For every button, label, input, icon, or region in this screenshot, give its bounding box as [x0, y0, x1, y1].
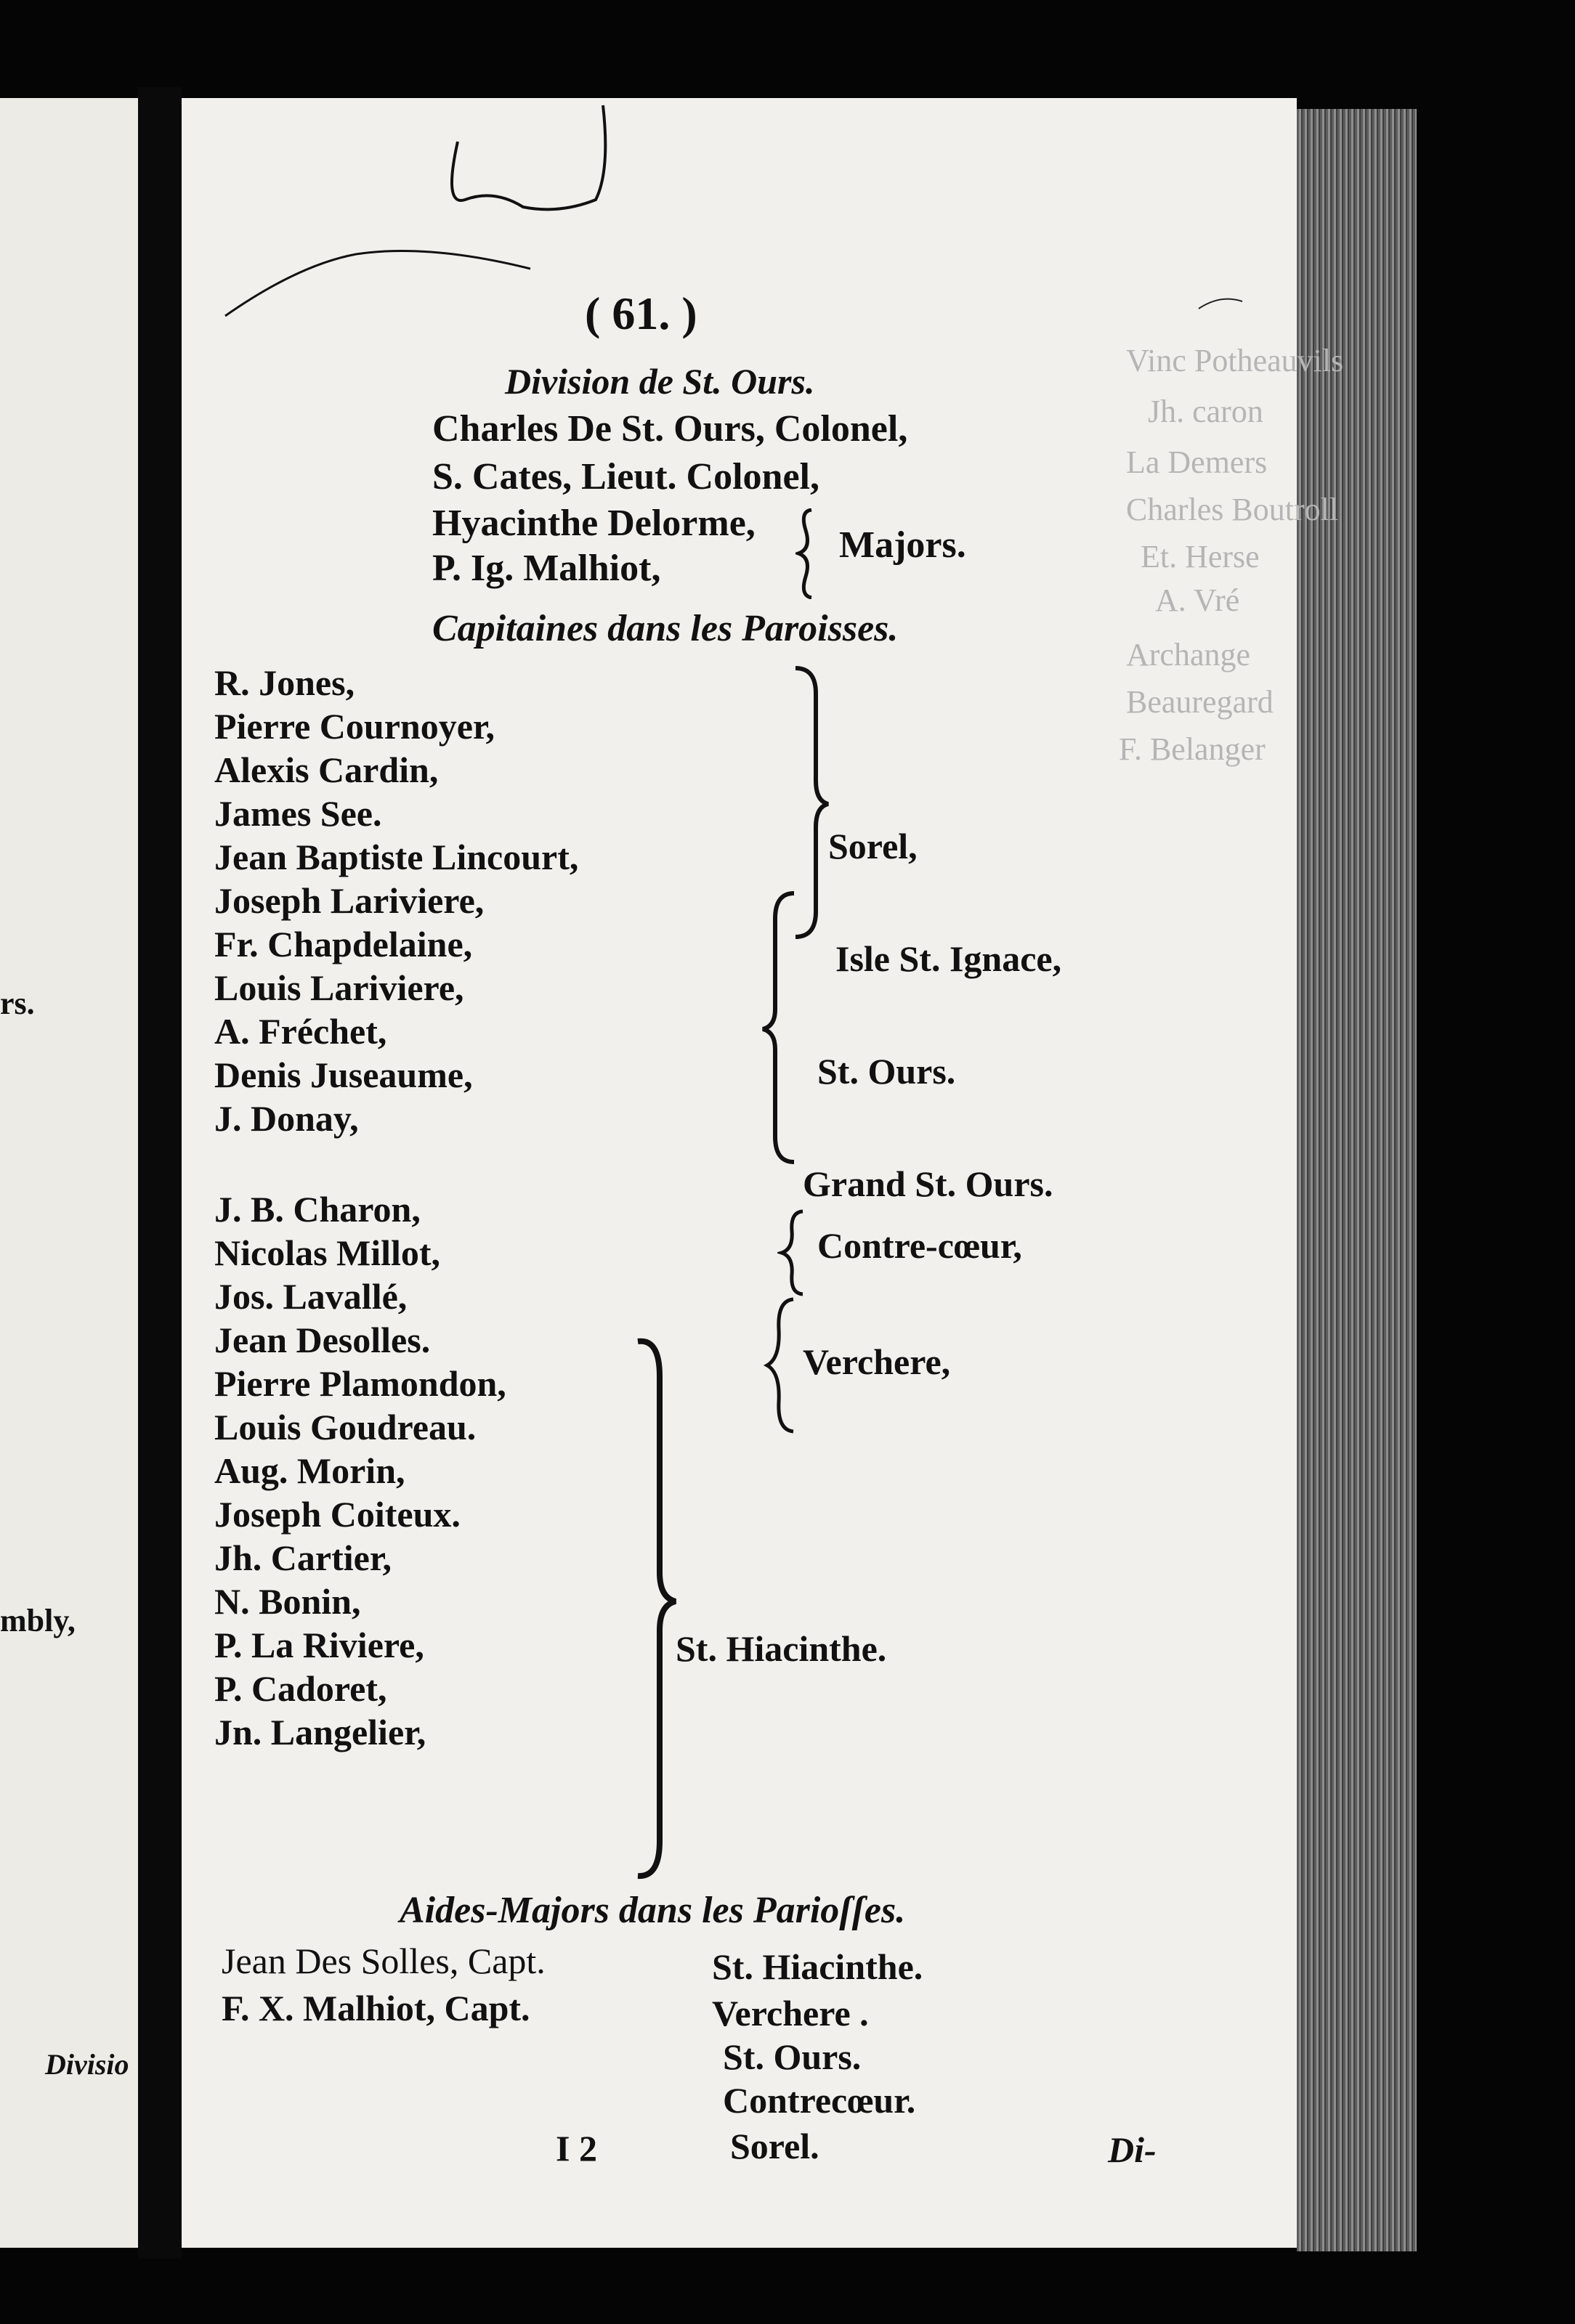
aide-parish: Verchere .: [712, 1993, 869, 2033]
aide-parish: St. Ours.: [723, 2036, 862, 2077]
parish-label: Isle St. Ignace,: [835, 938, 1062, 979]
brace-majors: [795, 508, 832, 599]
brace-contrecoeur: [777, 1209, 814, 1296]
bleed-through-line: A. Vré: [1155, 582, 1240, 618]
brace-verchere: [763, 1296, 806, 1434]
bleed-through-line: Vinc Potheauvils: [1126, 343, 1344, 378]
captain-name: Nicolas Millot,: [214, 1232, 441, 1273]
officer-line: Charles De St. Ours, Colonel,: [432, 408, 908, 450]
captain-name: Aug. Morin,: [214, 1450, 405, 1491]
officer-line: S. Cates, Lieut. Colonel,: [432, 456, 819, 497]
captain-name: Louis Lariviere,: [214, 967, 464, 1008]
officer-line: Hyacinthe Delorme,: [432, 503, 756, 544]
left-fragment: rs.: [0, 986, 35, 1021]
brace-hiacinthe: [632, 1333, 683, 1885]
captain-name: James See.: [214, 793, 382, 834]
aides-heading: Aides-Majors dans les Parioſſes.: [400, 1890, 906, 1931]
captain-name: J. B. Charon,: [214, 1189, 421, 1230]
bleed-through-line: Archange: [1126, 637, 1251, 673]
captain-name: Jn. Langelier,: [214, 1712, 426, 1752]
captain-name: Denis Juseaume,: [214, 1055, 473, 1095]
book-page: [182, 98, 1344, 2248]
left-fragment: mbly,: [0, 1603, 76, 1638]
captain-name: Jean Baptiste Lincourt,: [214, 837, 579, 877]
brace-st-ours: [759, 890, 810, 1166]
captain-name: Jos. Lavallé,: [214, 1276, 408, 1317]
captain-name: P. La Riviere,: [214, 1625, 424, 1665]
parish-label: Sorel,: [828, 826, 918, 866]
captain-name: Jh. Cartier,: [214, 1537, 392, 1578]
captain-name: Jean Desolles.: [214, 1320, 431, 1360]
captain-name: Joseph Lariviere,: [214, 880, 485, 921]
left-page: [0, 98, 138, 2248]
left-fragment: Divisio: [45, 2048, 129, 2081]
bleed-through-line: Jh. caron: [1148, 394, 1263, 429]
aide-parish: Contrecœur.: [723, 2080, 916, 2121]
captain-name: Pierre Plamondon,: [214, 1363, 506, 1404]
captain-name: N. Bonin,: [214, 1581, 361, 1622]
ink-scratch: [182, 98, 1297, 330]
parish-label: Grand St. Ours.: [803, 1163, 1053, 1204]
majors-label: Majors.: [839, 524, 966, 566]
aide-parish: Sorel.: [730, 2126, 819, 2166]
captain-name: Joseph Coiteux.: [214, 1494, 461, 1535]
captain-name: P. Cadoret,: [214, 1668, 387, 1709]
bleed-through-line: Et. Herse: [1141, 539, 1260, 574]
division-title: Division de St. Ours.: [505, 361, 815, 402]
bleed-through-line: Beauregard: [1126, 684, 1274, 720]
bleed-through-line: F. Belanger: [1119, 731, 1266, 767]
aide-name: F. X. Malhiot, Capt.: [222, 1988, 530, 2028]
catchword: Di-: [1108, 2129, 1157, 2170]
officer-line: P. Ig. Malhiot,: [432, 548, 661, 589]
captain-name: Louis Goudreau.: [214, 1407, 477, 1447]
page-number: ( 61. ): [585, 288, 697, 339]
captain-name: A. Fréchet,: [214, 1011, 387, 1052]
captain-name: Pierre Cournoyer,: [214, 706, 495, 747]
captain-name: J. Donay,: [214, 1098, 359, 1139]
bleed-through-line: La Demers: [1126, 444, 1268, 480]
parish-label: St. Hiacinthe.: [676, 1628, 887, 1669]
aide-parish: St. Hiacinthe.: [712, 1946, 923, 1987]
parish-label: Verchere,: [803, 1341, 951, 1382]
parish-label: Contre-cœur,: [817, 1225, 1022, 1266]
page-edge: [1297, 109, 1417, 2251]
captain-name: Alexis Cardin,: [214, 749, 439, 790]
captains-heading: Capitaines dans les Paroisses.: [432, 608, 899, 649]
captain-name: R. Jones,: [214, 662, 355, 703]
parish-label: St. Ours.: [817, 1051, 956, 1092]
captain-name: Fr. Chapdelaine,: [214, 924, 473, 964]
signature-mark: I 2: [556, 2128, 597, 2169]
aide-name: Jean Des Solles, Capt.: [222, 1941, 546, 1981]
gutter: [138, 87, 182, 2259]
bleed-through-line: Charles Boutroll: [1126, 492, 1339, 527]
